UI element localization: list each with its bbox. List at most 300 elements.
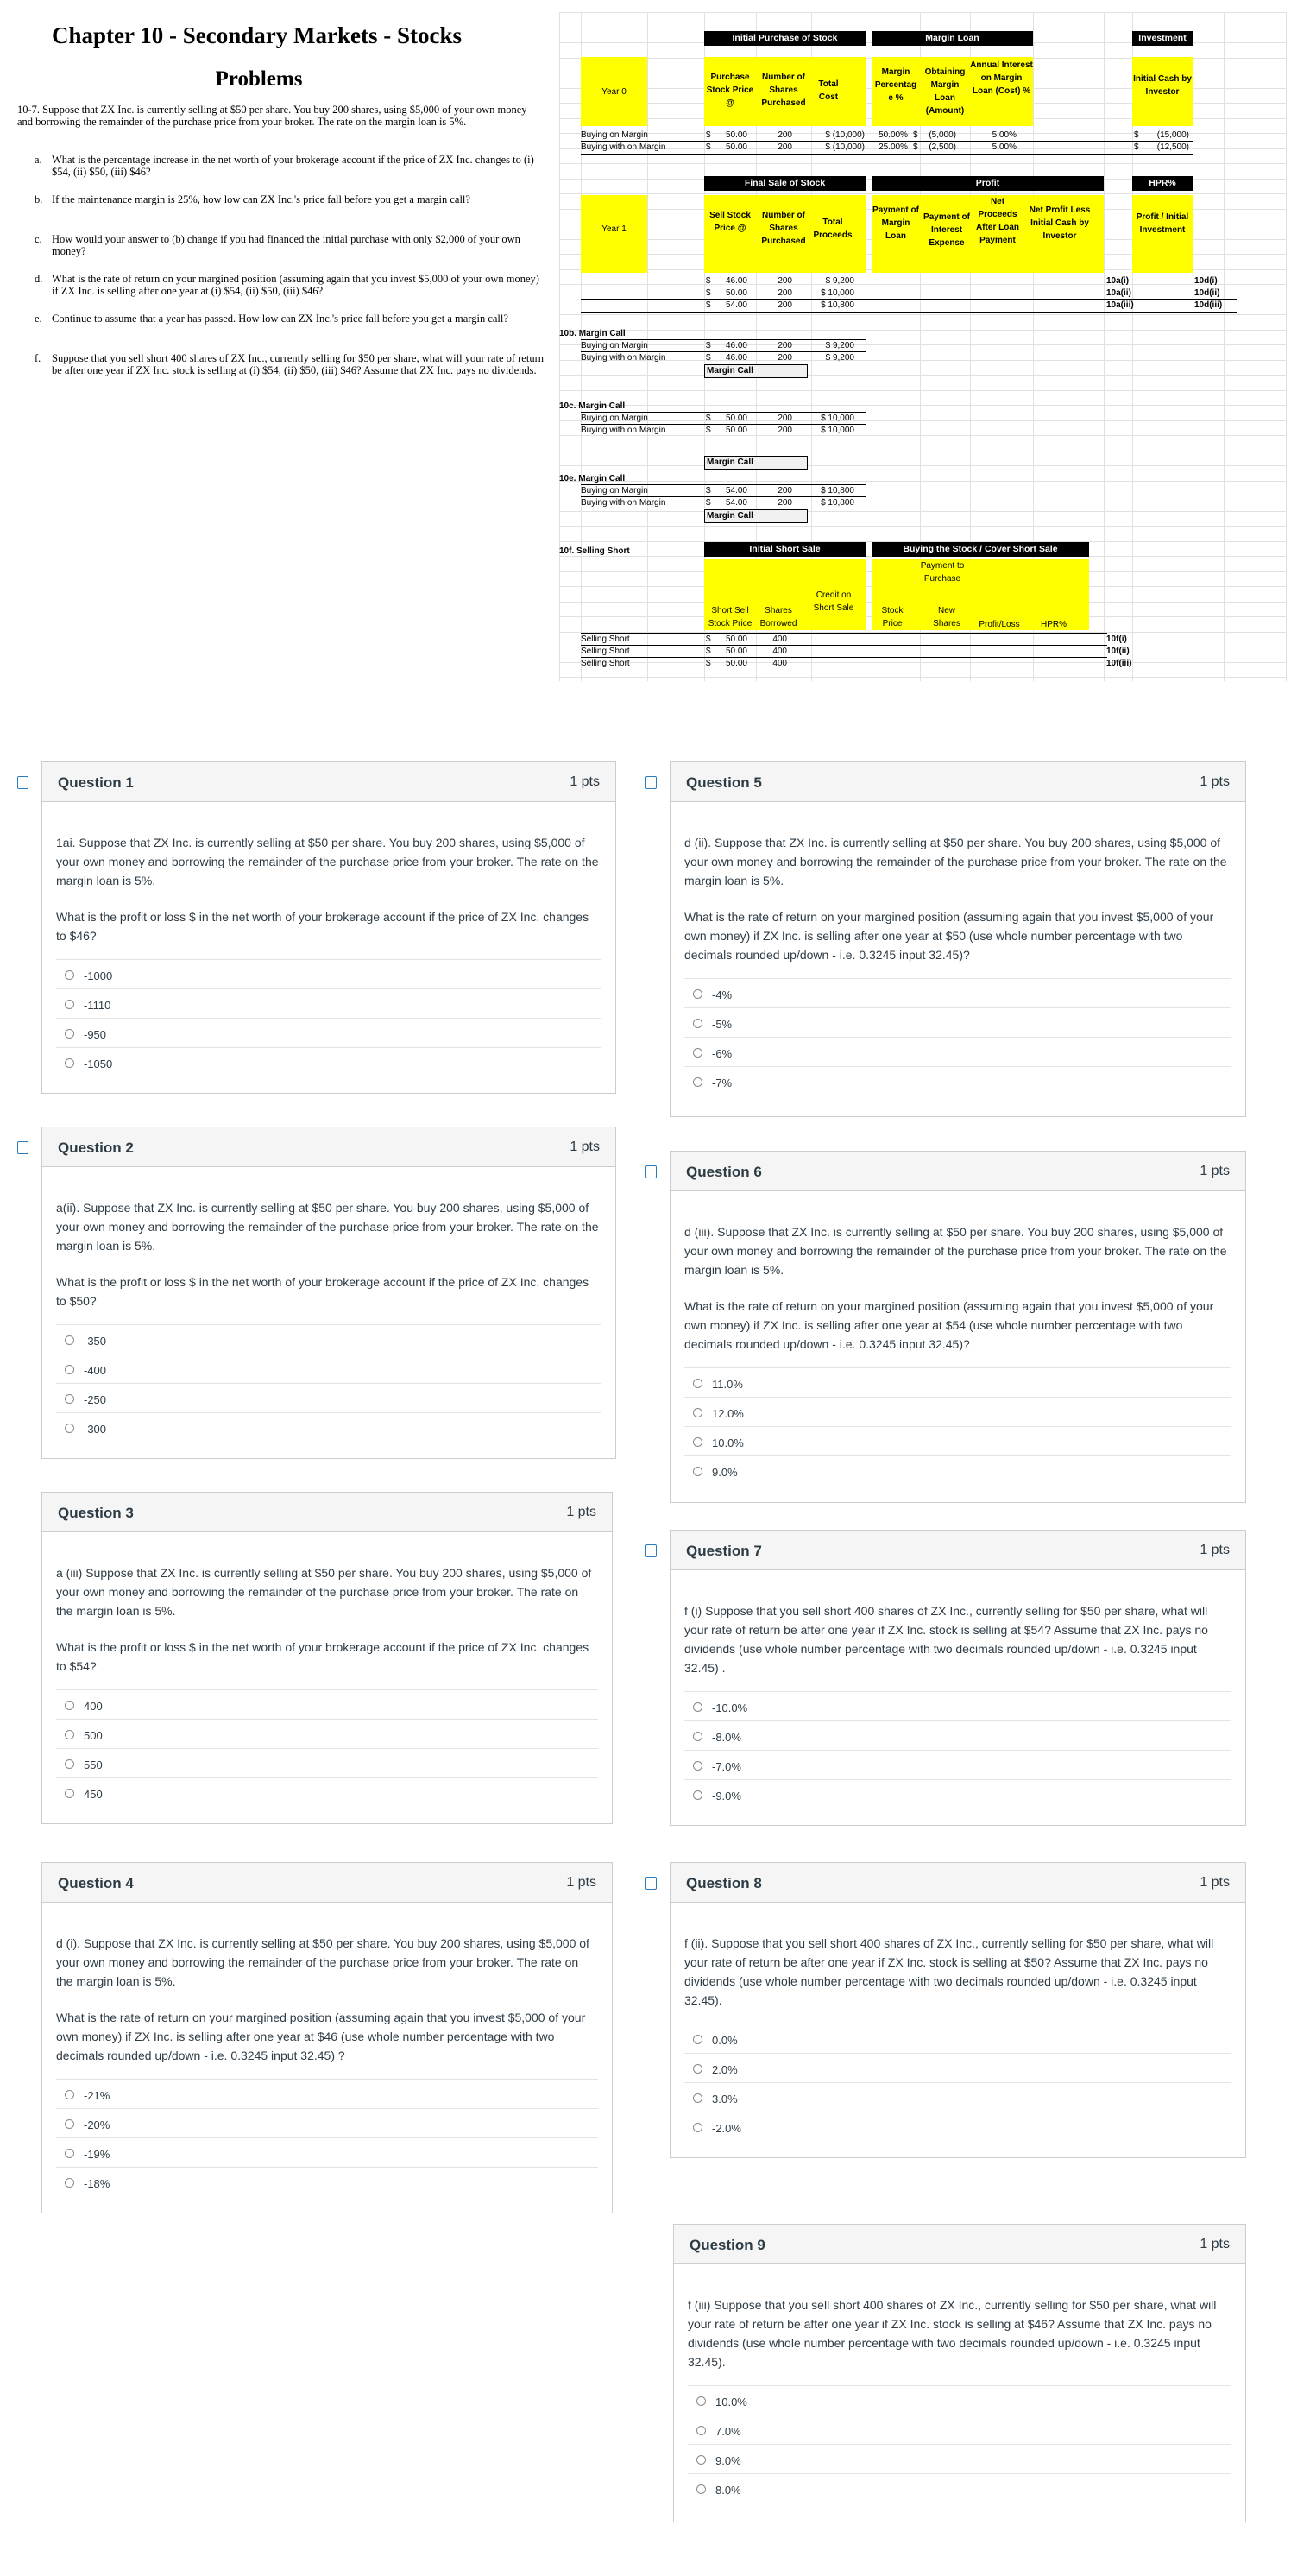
problem-item: b. If the maintenance margin is 25%, how low can ZX Inc.'s price fall before you get a margin call? (35, 193, 470, 205)
radio-button[interactable] (693, 1048, 702, 1058)
currency-symbol: $ (706, 486, 711, 496)
radio-button[interactable] (693, 1467, 702, 1476)
question-card (41, 1127, 616, 1459)
radio-button[interactable] (65, 1365, 74, 1374)
grid-hline (559, 163, 1286, 164)
grid-hline (559, 481, 1286, 482)
currency-symbol: $ (706, 276, 711, 286)
margin-loan: (2,500) (929, 142, 956, 152)
radio-button[interactable] (65, 2178, 74, 2188)
question-title: Question 1 (58, 774, 134, 791)
question-card (41, 761, 616, 1094)
answer-option[interactable] (56, 2167, 598, 2196)
answer-label: -10.0% (712, 1702, 748, 1714)
question-text: What is the profit or loss $ in the net worth of your brokerage account if the price of ZX Inc. changes to $54? (56, 1640, 589, 1673)
radio-button[interactable] (693, 2093, 702, 2103)
shares: 200 (778, 426, 792, 435)
answer-list (56, 1689, 598, 1807)
row-label: Selling Short (581, 647, 630, 656)
answer-option[interactable] (56, 1018, 601, 1047)
radio-button[interactable] (693, 1437, 702, 1447)
radio-button[interactable] (65, 970, 74, 980)
question-card (670, 1862, 1246, 2158)
short-price: 50.00 (725, 647, 747, 656)
answer-option[interactable] (684, 1750, 1231, 1779)
answer-label: 10.0% (712, 1436, 744, 1449)
radio-button[interactable] (65, 1424, 74, 1433)
answer-list (684, 2024, 1231, 2141)
shares: 200 (778, 288, 792, 298)
interest-rate: 5.00% (992, 142, 1017, 152)
question-text: What is the rate of return on your margined position (assuming again that you invest $5,000 of your own money) if ZX Inc. is selling after one year at $54 (use whole number percentage with two decimals rounded up/down - i.e. 0.3245 input 32.45)? (684, 1299, 1214, 1351)
sell-price: 54.00 (725, 486, 747, 496)
answer-label: -21% (84, 2089, 110, 2102)
flag-question-icon[interactable] (646, 1877, 657, 1890)
radio-button[interactable] (65, 2149, 74, 2158)
answer-option[interactable] (56, 2108, 598, 2137)
radio-button[interactable] (65, 1759, 74, 1769)
shares-borrowed: 400 (772, 647, 787, 656)
grid-vline (1286, 12, 1287, 681)
question-prompt: 1ai. Suppose that ZX Inc. is currently selling at $50 per share. You buy 200 shares, using $5,000 of your own money and borrowing the remainder of the purchase price from your broker. The rate on the margin loan is 5%. (56, 836, 599, 887)
currency-symbol: $ (706, 659, 711, 668)
sell-price: 46.00 (725, 276, 747, 286)
row-label: Buying with on Margin (581, 353, 666, 363)
radio-button[interactable] (693, 1019, 702, 1028)
answer-option[interactable] (688, 2415, 1231, 2444)
currency-symbol: $ (706, 130, 711, 140)
question-text: What is the profit or loss $ in the net worth of your brokerage account if the price of ZX Inc. changes to $50? (56, 1275, 589, 1308)
flag-question-icon[interactable] (17, 776, 28, 789)
shares: 200 (778, 130, 792, 140)
question-header (671, 1863, 1245, 1903)
currency-symbol: $ (913, 130, 918, 140)
answer-option[interactable] (56, 2079, 598, 2108)
row-tag: 10f(iii) (1106, 659, 1132, 668)
row-tag-hpr: 10d(iii) (1194, 300, 1223, 310)
question-title: Question 8 (686, 1875, 762, 1891)
hdr-net-proceeds: Net Proceeds After Loan Payment (976, 197, 1019, 245)
answer-option[interactable] (688, 2473, 1231, 2503)
answer-label: 9.0% (712, 1466, 738, 1479)
banner-hpr: HPR% (1132, 176, 1193, 191)
question-text: What is the rate of return on your margined position (assuming again that you invest $5,000 of your own money) if ZX Inc. is selling after one year at $50 (use whole number percentage with two decimals rounded up/down - i.e. 0.3245 input 32.45)? (684, 910, 1214, 962)
textbook-excerpt (0, 0, 561, 708)
currency-symbol: $ (1134, 142, 1139, 152)
answer-label: 400 (84, 1700, 103, 1713)
answer-option[interactable] (56, 2137, 598, 2167)
answer-label: 550 (84, 1758, 103, 1771)
radio-button[interactable] (693, 989, 702, 999)
currency-symbol: $ (706, 341, 711, 350)
grid-vline (1224, 12, 1225, 681)
question-text: What is the profit or loss $ in the net worth of your brokerage account if the price of ZX Inc. changes to $46? (56, 910, 589, 943)
currency-symbol: $ (706, 288, 711, 298)
answer-option[interactable] (56, 1412, 601, 1442)
row-border (581, 312, 1237, 313)
question-points: 1 pts (1200, 1875, 1230, 1890)
answer-label: 0.0% (712, 2034, 738, 2047)
radio-button[interactable] (65, 1058, 74, 1068)
answer-label: 12.0% (712, 1407, 744, 1420)
question-card (41, 1862, 613, 2213)
answer-option[interactable] (56, 1748, 598, 1777)
problem-item: c. How would your answer to (b) change if you had financed the initial purchase with only $2,000 of your own money? (35, 233, 520, 257)
flag-question-icon[interactable] (17, 1141, 28, 1154)
answer-option[interactable] (684, 1397, 1231, 1426)
shares: 200 (778, 414, 792, 423)
total-proceeds: $ 10,000 (821, 414, 854, 423)
answer-option[interactable] (684, 2053, 1231, 2082)
answer-label: -18% (84, 2177, 110, 2190)
currency-symbol: $ (706, 300, 711, 310)
row-label: Buying with on Margin (581, 498, 666, 508)
radio-button[interactable] (65, 1730, 74, 1739)
answer-list (56, 2079, 598, 2196)
interest-rate: 5.00% (992, 130, 1017, 140)
question-points: 1 pts (1200, 2237, 1230, 2251)
total-proceeds: $ 10,000 (821, 426, 854, 435)
banner-margin-loan: Margin Loan (872, 31, 1033, 46)
currency-symbol: $ (706, 414, 711, 423)
radio-button[interactable] (693, 1379, 702, 1388)
question-header (42, 1493, 612, 1532)
answer-label: -950 (84, 1028, 107, 1041)
shares-borrowed: 400 (772, 659, 787, 668)
row-tag: 10a(ii) (1106, 288, 1131, 298)
radio-button[interactable] (693, 1732, 702, 1741)
shares: 200 (778, 341, 792, 350)
radio-button[interactable] (65, 2090, 74, 2099)
answer-list (56, 959, 601, 1076)
answer-label: 7.0% (715, 2425, 741, 2438)
answer-label: -1000 (84, 969, 113, 982)
answer-label: -20% (84, 2118, 110, 2131)
problem-item: f. Suppose that you sell short 400 shares of ZX Inc., currently selling for $50 per share, what will your rate of return be after one year if ZX Inc. stock is selling at (i) $54, (ii) $50, (iii) $46? Assume that ZX Inc. pays no dividends. (35, 352, 544, 376)
grid-hline (559, 405, 1286, 406)
chapter-title: Chapter 10 - Secondary Markets - Stocks (52, 22, 462, 48)
margin-pct: 50.00% (879, 130, 908, 140)
total-proceeds: $ 9,200 (825, 341, 854, 350)
answer-label: 2.0% (712, 2063, 738, 2076)
question-header (671, 1531, 1245, 1570)
section-title: 10e. Margin Call (559, 474, 626, 483)
sell-price: 50.00 (725, 426, 747, 435)
short-price: 50.00 (725, 659, 747, 668)
answer-option[interactable] (56, 1354, 601, 1383)
initial-cash: (15,000) (1156, 130, 1189, 140)
question-points: 1 pts (570, 1140, 600, 1154)
hdr-total-cost: Total Cost (818, 79, 839, 102)
answer-label: -2.0% (712, 2122, 741, 2135)
answer-label: -5% (712, 1018, 733, 1031)
answer-label: -400 (84, 1364, 107, 1377)
shares: 200 (778, 276, 792, 286)
question-points: 1 pts (566, 1875, 596, 1890)
banner-final-sale: Final Sale of Stock (704, 176, 866, 191)
total-proceeds: $ 10,800 (821, 300, 854, 310)
question-prompt: f (iii) Suppose that you sell short 400 shares of ZX Inc., currently selling for $50 per share, what will your rate of return be after one year if ZX Inc. stock is selling at $46? Assume that ZX Inc. pays no dividends (use whole number percentage with two decimals rounded up/down - i.e. 0.3245 input 32.45). (688, 2298, 1217, 2369)
question-points: 1 pts (1200, 1543, 1230, 1557)
margin-pct: 25.00% (879, 142, 908, 152)
answer-option[interactable] (684, 2024, 1231, 2053)
answer-option[interactable] (684, 1720, 1231, 1750)
short-section-title: 10f. Selling Short (559, 546, 630, 556)
answer-label: -9.0% (712, 1790, 741, 1803)
answer-option[interactable] (56, 1324, 601, 1354)
answer-option[interactable] (684, 1367, 1231, 1397)
answer-list (684, 978, 1231, 1095)
answer-label: 500 (84, 1729, 103, 1742)
question-header (671, 762, 1245, 802)
row-border (581, 299, 1237, 300)
question-card (41, 1492, 613, 1824)
currency-symbol: $ (706, 353, 711, 363)
row-border (581, 154, 1193, 155)
margin-call-box: Margin Call (704, 456, 808, 470)
grid-hline (559, 360, 1286, 361)
answer-label: -1050 (84, 1058, 113, 1070)
question-title: Question 5 (686, 774, 762, 791)
currency-symbol: $ (1134, 130, 1139, 140)
answer-option[interactable] (684, 2112, 1231, 2141)
question-points: 1 pts (566, 1505, 596, 1519)
answer-label: 9.0% (715, 2454, 741, 2467)
answer-option[interactable] (684, 1007, 1231, 1037)
answer-option[interactable] (56, 1777, 598, 1807)
total-proceeds: $ 9,200 (825, 353, 854, 363)
purchase-price: 50.00 (725, 142, 747, 152)
shares: 200 (778, 142, 792, 152)
radio-button[interactable] (696, 2396, 706, 2406)
banner-initial-short: Initial Short Sale (704, 542, 866, 557)
radio-button[interactable] (693, 2123, 702, 2132)
question-title: Question 3 (58, 1505, 134, 1521)
grid-hline (559, 375, 1286, 376)
radio-button[interactable] (65, 1000, 74, 1009)
answer-option[interactable] (56, 1383, 601, 1412)
shares: 200 (778, 300, 792, 310)
answer-label: 10.0% (715, 2396, 747, 2409)
answer-label: -1110 (84, 999, 111, 1012)
radio-button[interactable] (696, 2484, 706, 2494)
question-header (671, 1152, 1245, 1191)
question-prompt: d (iii). Suppose that ZX Inc. is currently selling at $50 per share. You buy 200 shares, using $5,000 of your own money and borrowing the remainder of the purchase price from your broker. The rate on the margin loan is 5%. (684, 1225, 1227, 1277)
row-tag-hpr: 10d(ii) (1194, 288, 1220, 298)
banner-cover-short: Buying the Stock / Cover Short Sale (872, 542, 1089, 557)
question-prompt: f (i) Suppose that you sell short 400 shares of ZX Inc., currently selling for $50 per share, what will your rate of return be after one year if ZX Inc. stock is selling at $54? Assume that ZX Inc. pays no dividends (use whole number percentage with two decimals rounded up/down - i.e. 0.3245 input 32.45) . (684, 1604, 1208, 1675)
hdr-payment-to-purchase: Payment to Purchase (920, 561, 965, 584)
radio-button[interactable] (693, 1790, 702, 1800)
radio-button[interactable] (693, 1702, 702, 1712)
radio-button[interactable] (693, 1077, 702, 1087)
hdr-total-proceeds: Total Proceeds (813, 218, 853, 240)
answer-option[interactable] (56, 1047, 601, 1076)
answer-option[interactable] (684, 1037, 1231, 1066)
grid-hline (559, 193, 1286, 194)
row-label: Buying on Margin (581, 130, 648, 140)
grid-hline (559, 677, 1286, 678)
answer-option[interactable] (56, 1689, 598, 1719)
problem-item: d. What is the rate of return on your margined position (assuming again that you invest $5,000 of your own money) if ZX Inc. is selling after one year at (i) $54, (ii) $50, (iii) $46? (35, 273, 539, 297)
hdr-credit: Credit on Short Sale (813, 590, 854, 613)
margin-loan: (5,000) (929, 130, 956, 140)
short-price: 50.00 (725, 635, 747, 644)
grid-vline (559, 12, 560, 681)
question-card (670, 761, 1246, 1117)
answer-label: -4% (712, 988, 733, 1001)
row-tag: 10f(i) (1106, 635, 1127, 644)
banner-investment: Investment (1132, 31, 1193, 46)
row-tag: 10a(iii) (1106, 300, 1134, 310)
row-border (581, 645, 1107, 646)
row-label: Buying with on Margin (581, 426, 666, 435)
spreadsheet (559, 12, 1286, 681)
question-title: Question 9 (690, 2237, 765, 2253)
question-text: What is the rate of return on your margined position (assuming again that you invest $5,000 of your own money) if ZX Inc. is selling after one year at $46 (use whole number percentage with two decimals rounded up/down - i.e. 0.3245 input 32.45) ? (56, 2011, 586, 2062)
question-points: 1 pts (1200, 774, 1230, 789)
problem-item: a. What is the percentage increase in the net worth of your brokerage account if the price of ZX Inc. changes to (i) $54, (ii) $50, (iii) $46? (35, 154, 534, 178)
answer-option[interactable] (56, 988, 601, 1018)
grid-hline (559, 284, 1286, 285)
year0-label: Year 0 (601, 87, 627, 97)
question-header (42, 1127, 615, 1167)
hdr-payment-margin: Payment of Margin Loan (872, 205, 919, 241)
total-proceeds: $ 10,800 (821, 486, 854, 496)
question-title: Question 6 (686, 1164, 762, 1180)
grid-hline (559, 435, 1286, 436)
total-proceeds: $ 10,000 (821, 288, 854, 298)
answer-label: -250 (84, 1393, 107, 1406)
question-header (42, 1863, 612, 1903)
sell-price: 54.00 (725, 300, 747, 310)
grid-hline (559, 344, 1286, 345)
radio-button[interactable] (696, 2426, 706, 2435)
question-points: 1 pts (570, 774, 600, 789)
total-cost: $ (10,000) (825, 142, 865, 152)
hdr-stock-price: Stock Price (881, 606, 904, 628)
radio-button[interactable] (693, 1761, 702, 1771)
hdr-purchase-price: Purchase Stock Price @ (706, 73, 754, 108)
answer-label: -7% (712, 1076, 733, 1089)
flag-question-icon[interactable] (646, 1165, 657, 1178)
answer-label: -7.0% (712, 1760, 741, 1773)
radio-button[interactable] (65, 1394, 74, 1404)
initial-cash: (12,500) (1156, 142, 1189, 152)
year1-label: Year 1 (601, 224, 627, 234)
answer-label: 11.0% (712, 1378, 743, 1391)
answer-option[interactable] (684, 1691, 1231, 1720)
question-card (673, 2224, 1246, 2522)
question-header (674, 2225, 1245, 2264)
radio-button[interactable] (696, 2455, 706, 2465)
answer-option[interactable] (684, 1066, 1231, 1095)
hdr-shares: Number of Shares Purchased (761, 211, 806, 246)
total-proceeds: $ 10,800 (821, 498, 854, 508)
hdr-payment-interest: Payment of Interest Expense (923, 212, 970, 248)
question-card (670, 1530, 1246, 1826)
hdr-shares-borrowed: Shares Borrowed (759, 606, 797, 628)
question-prompt: d (i). Suppose that ZX Inc. is currently selling at $50 per share. You buy 200 shares, using $5,000 of your own money and borrowing the remainder of the purchase price from your broker. The rate on the margin loan is 5%. (56, 1936, 589, 1988)
radio-button[interactable] (65, 1789, 74, 1798)
question-title: Question 2 (58, 1140, 134, 1156)
currency-symbol: $ (706, 635, 711, 644)
grid-hline (559, 330, 1286, 331)
radio-button[interactable] (65, 1701, 74, 1710)
question-prompt: d (ii). Suppose that ZX Inc. is currently selling at $50 per share. You buy 200 shares, using $5,000 of your own money and borrowing the remainder of the purchase price from your broker. The rate on the margin loan is 5%. (684, 836, 1227, 887)
row-tag: 10f(ii) (1106, 647, 1130, 656)
hdr-margin-loan-amount: Obtaining Margin Loan (Amount) (924, 67, 966, 116)
flag-question-icon[interactable] (646, 776, 657, 789)
row-label: Selling Short (581, 635, 630, 644)
row-tag: 10a(i) (1106, 276, 1130, 286)
flag-question-icon[interactable] (646, 1544, 657, 1557)
hdr-initial-cash: Initial Cash by Investor (1133, 74, 1192, 97)
row-label: Buying on Margin (581, 341, 648, 350)
row-label: Buying with on Margin (581, 142, 666, 152)
question-points: 1 pts (1200, 1164, 1230, 1178)
shares-borrowed: 400 (772, 635, 787, 644)
answer-option[interactable] (684, 978, 1231, 1007)
answer-label: 450 (84, 1788, 103, 1801)
answer-label: -6% (712, 1047, 733, 1060)
answer-label: -350 (84, 1335, 107, 1348)
banner-profit: Profit (872, 176, 1104, 191)
answer-list (684, 1367, 1231, 1485)
radio-button[interactable] (65, 2119, 74, 2129)
answer-option[interactable] (684, 1779, 1231, 1809)
grid-hline (559, 511, 1286, 512)
answer-option[interactable] (56, 959, 601, 988)
radio-button[interactable] (65, 1335, 74, 1345)
margin-call-box: Margin Call (704, 364, 808, 378)
question-prompt: a(ii). Suppose that ZX Inc. is currently selling at $50 per share. You buy 200 shares, using $5,000 of your own money and borrowing the remainder of the purchase price from your broker. The rate on the margin loan is 5%. (56, 1201, 599, 1253)
answer-option[interactable] (684, 2082, 1231, 2112)
answer-option[interactable] (684, 1426, 1231, 1455)
radio-button[interactable] (693, 1408, 702, 1417)
answer-option[interactable] (684, 1455, 1231, 1485)
answer-list (688, 2385, 1231, 2503)
hdr-annual-interest: Annual Interest on Margin Loan (Cost) % (970, 60, 1033, 96)
row-tag-hpr: 10d(i) (1194, 276, 1218, 286)
answer-option[interactable] (56, 1719, 598, 1748)
answer-label: -300 (84, 1423, 107, 1436)
grid-hline (559, 314, 1286, 315)
currency-symbol: $ (706, 426, 711, 435)
section-title: 10b. Margin Call (559, 329, 626, 338)
grid-hline (559, 465, 1286, 466)
sell-price: 46.00 (725, 353, 747, 363)
radio-button[interactable] (65, 1029, 74, 1039)
sell-price: 54.00 (725, 498, 747, 508)
question-title: Question 4 (58, 1875, 134, 1891)
answer-list (56, 1324, 601, 1442)
hdr-profit-loss: Profit/Loss (979, 620, 1020, 629)
answer-label: 8.0% (715, 2484, 741, 2497)
radio-button[interactable] (693, 2064, 702, 2074)
hdr-shares: Number of Shares Purchased (761, 73, 806, 108)
currency-symbol: $ (706, 647, 711, 656)
grid-hline (559, 390, 1286, 391)
radio-button[interactable] (693, 2035, 702, 2044)
row-label: Buying on Margin (581, 486, 648, 496)
row-label: Selling Short (581, 659, 630, 668)
answer-option[interactable] (688, 2385, 1231, 2415)
margin-call-box: Margin Call (704, 509, 808, 523)
answer-option[interactable] (688, 2444, 1231, 2473)
sell-price: 50.00 (725, 414, 747, 423)
shares: 200 (778, 486, 792, 496)
